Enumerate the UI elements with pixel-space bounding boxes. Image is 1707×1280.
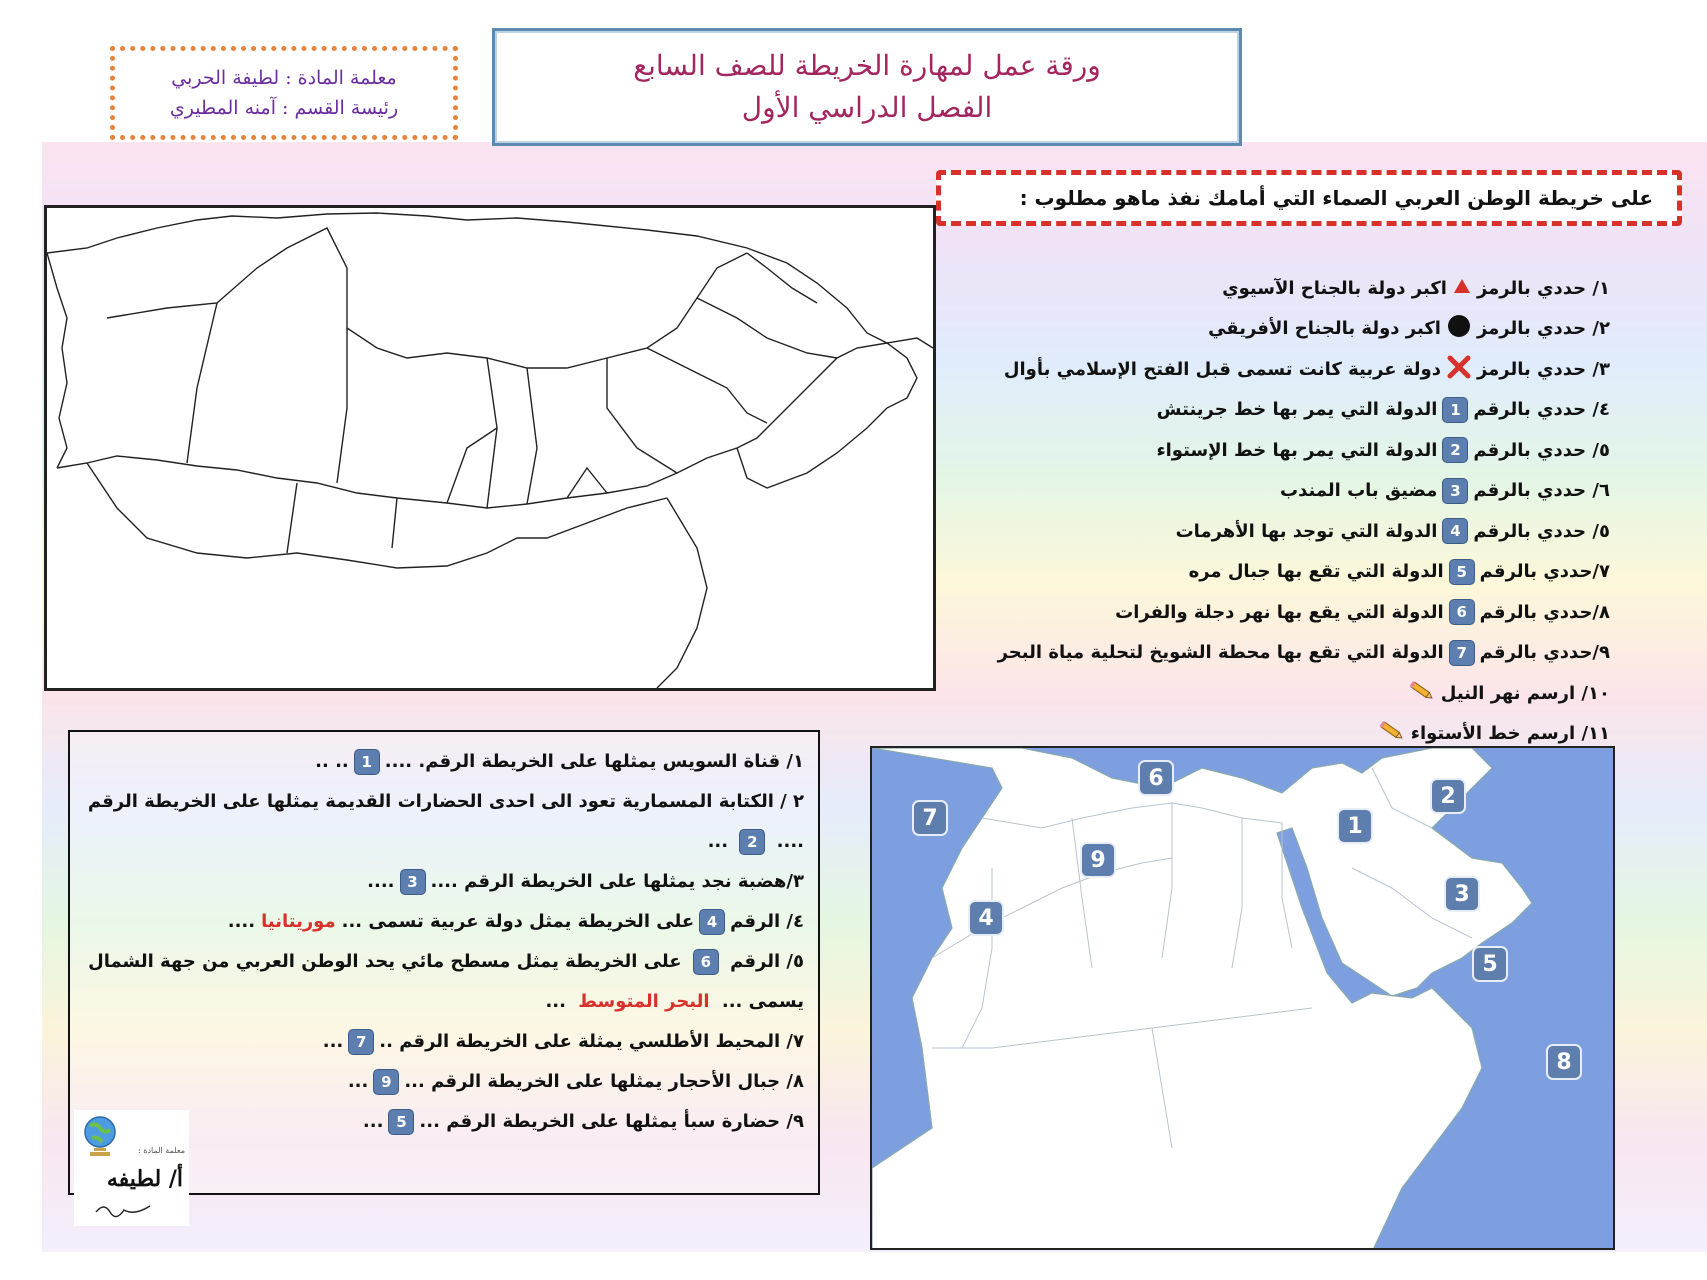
map-label: 6: [1138, 760, 1174, 796]
task-item: [940, 349, 1610, 390]
question-text: ٩/ حضارة سبأ يمثلها على الخريطة الرقم ...: [419, 1111, 804, 1132]
teacher-info-box: [110, 46, 458, 140]
task-item: [940, 633, 1610, 674]
question-text: ١/ قناة السويس يمثلها على الخريطة الرقم. ....: [384, 751, 804, 772]
number-badge: 5: [1449, 559, 1475, 585]
task-item: [940, 673, 1610, 714]
task-item: [940, 390, 1610, 431]
task-text: مضيق باب المندب: [1279, 480, 1438, 502]
question-text: على الخريطة يمثل دولة عربية تسمى ...: [341, 911, 695, 932]
map-label: 7: [912, 800, 948, 836]
number-badge: 1: [354, 749, 380, 775]
map-label: 4: [968, 900, 1004, 936]
task-prefix: ٤/ حددي بالرقم: [1473, 399, 1610, 421]
task-prefix: ٣/ حددي بالرمز: [1476, 358, 1610, 380]
task-prefix: ٥/ حددي بالرقم: [1473, 439, 1610, 461]
blank-map-outline: [47, 208, 933, 688]
instruction-banner: [936, 170, 1682, 226]
map-label: 5: [1472, 946, 1508, 982]
task-prefix: ١/ حددي بالرمز: [1476, 277, 1610, 299]
signature-stamp: [74, 1110, 189, 1226]
department-head-name: رئيسة القسم : آمنه المطيري: [169, 97, 399, 119]
task-prefix: ٨/حددي بالرقم: [1479, 601, 1610, 623]
blank-arab-world-map: [44, 205, 936, 691]
task-text: الدولة التي تقع بها جبال مره: [1188, 561, 1444, 583]
number-badge: 4: [1442, 518, 1468, 544]
semester-title: الفصل الدراسي الأول: [741, 91, 993, 124]
task-text: اكبر دولة بالجناح الآسيوي: [1222, 277, 1447, 299]
task-prefix: ٢/ حددي بالرمز: [1476, 318, 1610, 340]
pencil-icon: [1409, 680, 1435, 707]
question-text: ...: [362, 1111, 384, 1132]
task-item: [940, 309, 1610, 350]
cross-icon: [1447, 355, 1471, 384]
task-text: الدولة التي تقع بها محطة الشويخ لتحلية مياة البحر: [997, 642, 1444, 664]
number-badge: 5: [388, 1109, 414, 1135]
map-land: [872, 748, 1615, 1250]
number-badge: 2: [739, 829, 765, 855]
circle-icon: [1447, 314, 1471, 343]
number-badge: 9: [373, 1069, 399, 1095]
question-item: [84, 902, 804, 942]
question-text: ...: [322, 1031, 344, 1052]
map-label: 9: [1080, 842, 1116, 878]
task-text: الدولة التي يمر بها خط الإستواء: [1156, 439, 1438, 461]
task-prefix: ٥/ حددي بالرقم: [1473, 520, 1610, 542]
question-text: ٨/ جبال الأحجار يمثلها على الخريطة الرقم ...: [404, 1071, 804, 1092]
question-text: .. ..: [315, 751, 349, 772]
question-text: على الخريطة يمثل مسطح مائي يحد الوطن العربي من جهة الشمال يسمى ...: [88, 951, 804, 1012]
signature-small-text: معلمة المادة :: [138, 1146, 185, 1155]
question-text: ...: [707, 831, 729, 852]
question-text: ...: [545, 991, 566, 1012]
task-list: [940, 268, 1610, 754]
task-item: [940, 592, 1610, 633]
task-item: [940, 430, 1610, 471]
question-text: ....: [227, 911, 256, 932]
task-item: [940, 511, 1610, 552]
worksheet-title: ورقة عمل لمهارة الخريطة للصف السابع: [633, 49, 1101, 82]
question-text: ٧/ المحيط الأطلسي يمثلة على الخريطة الرقم ..: [379, 1031, 804, 1052]
number-badge: 7: [348, 1029, 374, 1055]
answer-text: البحر المتوسط: [578, 991, 710, 1012]
signature-name: أ/ لطيفه: [106, 1166, 183, 1192]
instruction-text: على خريطة الوطن العربي الصماء التي أمامك نفذ ماهو مطلوب :: [1019, 186, 1653, 210]
question-text: ٥/ الرقم: [730, 951, 804, 972]
number-badge: 2: [1442, 437, 1468, 463]
question-item: [84, 782, 804, 862]
task-prefix: ٦/ حددي بالرقم: [1473, 480, 1610, 502]
signature-scribble: [94, 1200, 154, 1220]
question-item: [84, 862, 804, 902]
task-item: [940, 268, 1610, 309]
task-item: [940, 552, 1610, 593]
map-label: 8: [1546, 1044, 1582, 1080]
task-prefix: ٩/حددي بالرقم: [1479, 642, 1610, 664]
pencil-icon: [1379, 720, 1405, 747]
number-badge: 6: [693, 949, 719, 975]
triangle-icon: [1453, 278, 1471, 299]
question-text: ...: [347, 1071, 369, 1092]
question-text: ....: [367, 871, 395, 892]
answer-text: موريتانيا: [261, 911, 336, 932]
number-badge: 1: [1442, 397, 1468, 423]
task-prefix: ١٠/ ارسم نهر النيل: [1440, 682, 1610, 704]
question-item: [84, 1022, 804, 1062]
map-label: 2: [1430, 778, 1466, 814]
task-text: اكبر دولة بالجناح الأفريقي: [1208, 318, 1441, 340]
task-item: [940, 471, 1610, 512]
number-badge: 6: [1449, 599, 1475, 625]
question-text: ٢ / الكتابة المسمارية تعود الى احدى الحضارات القديمة يمثلها على الخريطة الرقم ....: [87, 791, 804, 852]
globe-icon: [80, 1114, 120, 1158]
number-badge: 3: [400, 869, 426, 895]
task-prefix: ٧/حددي بالرقم: [1479, 561, 1610, 583]
task-text: الدولة التي يقع بها نهر دجلة والفرات: [1115, 601, 1444, 623]
number-badge: 7: [1449, 640, 1475, 666]
worksheet-title-box: [492, 28, 1242, 146]
question-text: ٣/هضبة نجد يمثلها على الخريطة الرقم ....: [430, 871, 804, 892]
question-text: ٤/ الرقم: [730, 911, 804, 932]
number-badge: 4: [699, 909, 725, 935]
question-item: [84, 742, 804, 782]
task-text: الدولة التي يمر بها خط جرينتش: [1156, 399, 1438, 421]
task-text: دولة عربية كانت تسمى قبل الفتح الإسلامي بأوال: [1003, 358, 1441, 380]
question-item: [84, 1062, 804, 1102]
task-text: الدولة التي توجد بها الأهرمات: [1175, 520, 1438, 542]
question-item: [84, 942, 804, 1022]
question-item: [84, 1102, 804, 1142]
number-badge: 3: [1442, 478, 1468, 504]
numbered-arab-world-map: [870, 746, 1615, 1250]
task-prefix: ١١/ ارسم خط الأستواء: [1410, 723, 1610, 745]
map-label: 1: [1337, 808, 1373, 844]
map-label: 3: [1444, 876, 1480, 912]
teacher-name: معلمة المادة : لطيفة الحربي: [171, 67, 397, 89]
